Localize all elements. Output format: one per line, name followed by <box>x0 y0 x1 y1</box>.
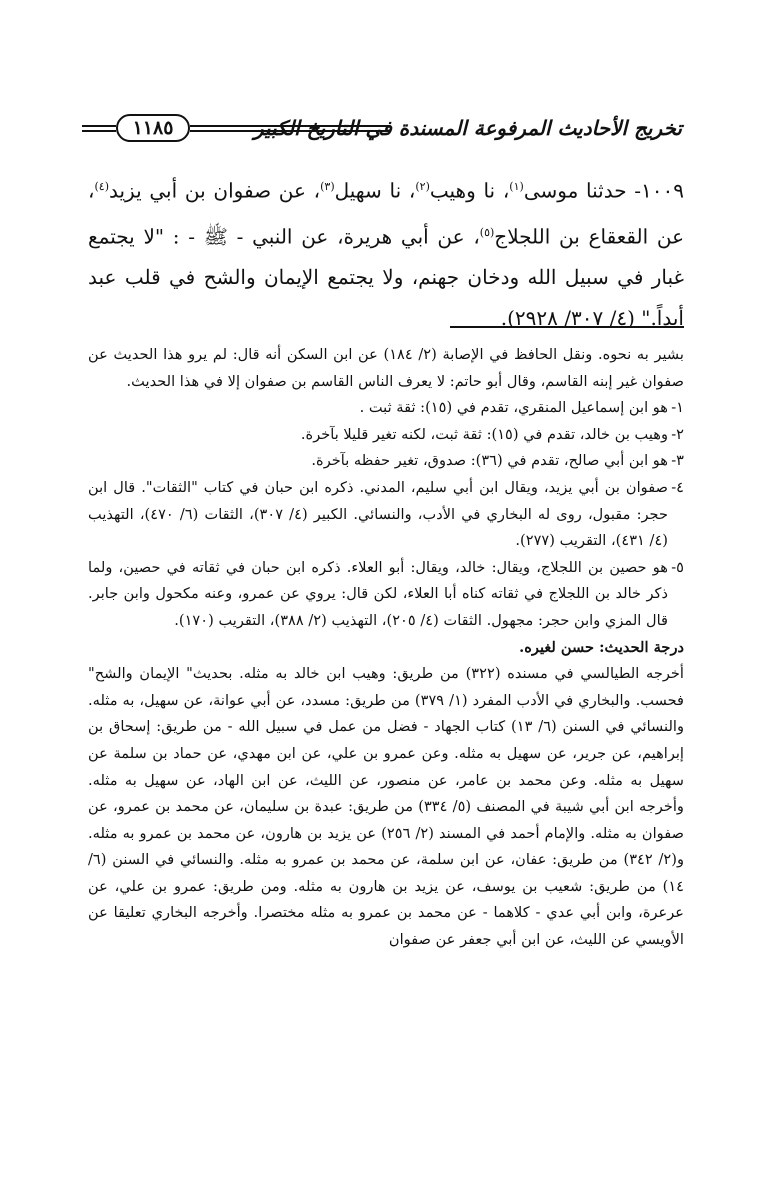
footnote-number: ٣- <box>671 452 684 470</box>
footnote-item <box>88 475 684 555</box>
footnote-item <box>88 555 684 635</box>
footnote-text: هو ابن إسماعيل المنقري، تقدم في (١٥): ثقة ثبت . <box>359 399 668 417</box>
hadith-part: ، عن القعقاع بن اللجلاج <box>88 178 685 249</box>
footnote-number: ٢- <box>671 425 684 443</box>
footnote-ref: (٣) <box>320 180 335 193</box>
header-rule-end <box>82 125 116 132</box>
footnote-ref: (٤) <box>94 180 109 193</box>
header-title: تخريج الأحاديث المرفوعة المسندة في التاريخ الكبير <box>253 116 682 140</box>
footnote-item <box>88 422 684 449</box>
footnote-ref: (٢) <box>415 180 430 193</box>
footnote-number: ٤- <box>671 478 684 496</box>
footnote-text: هو حصين بن اللجلاج، ويقال: خالد، ويقال: أبو العلاء. ذكره ابن حبان في ثقاته في حصين، ولما ذكر خالد بن اللجلاج في ثقاته كناه أبا العلاء، لكن قال: يروي عن عمرو، وعنه مكحول وابن جابر. قال المزي وابن حجر: مجهول. الثقات (٤/ ٢٠٥)، التهذيب (٢/ ٣٨٨)، التقريب (١٧٠). <box>88 558 668 629</box>
footnote-item <box>88 448 684 475</box>
footnote-text: وهيب بن خالد، تقدم في (١٥): ثقة ثبت، لكنه تغير قليلا بآخرة. <box>300 425 668 443</box>
hadith-part: ، عن أبي هريرة، عن النبي - ﷺ - : "لا يجتمع غبار في سبيل الله ودخان جهنم، ولا يجتمع الإيمان والشح في قلب عبد أبداً." (٤/ ٣٠٧/ ٢٩٢٨). <box>88 224 684 331</box>
hadith-part: ، عن صفوان بن أبي يزيد <box>108 178 321 203</box>
footnote-ref: (٥) <box>479 225 495 239</box>
footnote-text: صفوان بن أبي يزيد، ويقال ابن أبي سليم، المدني. ذكره ابن حبان في كتاب "الثقات". قال ابن حجر: مقبول، روى له البخاري في الأدب، والنسائي. الكبير (٤/ ٣٠٧)، الثقات (٦/ ٤٧٠)، التهذيب (٤/ ٤٣١)، التقريب (٢٧٧). <box>88 478 668 550</box>
hadith-part: ، نا وهيب <box>429 178 510 203</box>
footnote-number: ٥- <box>671 558 684 576</box>
header-rule <box>190 125 390 132</box>
hadith-part: ، نا سهيل <box>334 178 416 203</box>
hadith-grade: درجة الحديث: حسن لغيره. <box>519 638 684 656</box>
hadith-part: ١٠٠٩- حدثنا موسى <box>523 178 684 203</box>
page-number: ١١٨٥ <box>116 114 190 142</box>
footnote-ref: (١) <box>509 180 524 193</box>
footnote-text: هو ابن أبي صالح، تقدم في (٣٦): صدوق، تغير حفظه بآخرة. <box>311 452 668 470</box>
footnote-continuation: بشير به نحوه. ونقل الحافظ في الإصابة (٢/ ١٨٤) عن ابن السكن أنه قال: لم يرو هذا الحديث عن صفوان غير إبنه القاسم، وقال أبو حاتم: لا يعرف الناس القاسم بن صفوان إلا في هذا الحديث. <box>88 346 684 390</box>
running-header <box>82 112 682 148</box>
takhrij-text: أخرجه الطيالسي في مسنده (٣٢٢) من طريق: وهيب ابن خالد به مثله. بحديث" الإيمان والشح" فحسب. والبخاري في الأدب المفرد (١/ ٣٧٩) من طريق: مسدد، عن أبي عوانة، عن سهيل، به مثله. والنسائي في السنن (٦/ ١٣) كتاب الجهاد - فضل من عمل في سبيل الله - من طريق: إسحاق بن إبراهيم، عن جرير، عن سهيل به مثله. وعن عمرو بن علي، عن ابن مهدي، عن حماد بن سلمة عن سهيل به مثله. وعن محمد بن عامر، عن منصور، عن الليث، عن ابن الهاد، عن سهيل به مثله. وأخرجه ابن أبي شيبة في المصنف (٥/ ٣٣٤) من طريق: عبدة بن سليمان، عن محمد بن عمرو، عن صفوان به مثله. والإمام أحمد في المسند (٢/ ٢٥٦) عن يزيد بن هارون، عن محمد بن عمرو به مثله. و(٢/ ٣٤٢) من طريق: عفان، عن ابن سلمة، عن محمد بن عمرو به مثله. والنسائي في السنن (٦/ ١٤) من طريق: شعيب بن يوسف، عن يزيد بن هارون به مثله. ومن طريق: عمرو بن علي، عن عرعرة، وابن أبي عدي - كلاهما - عن محمد بن عمرو به مثله مختصرا. وأخرجه البخاري تعليقا عن الأويسي عن الليث، عن ابن أبي جعفر عن صفوان <box>88 665 684 949</box>
footnote-number: ١- <box>671 399 684 417</box>
footnotes <box>88 342 684 954</box>
footnote-item <box>88 395 684 422</box>
footnote-separator <box>450 326 684 328</box>
hadith-text <box>88 166 684 339</box>
